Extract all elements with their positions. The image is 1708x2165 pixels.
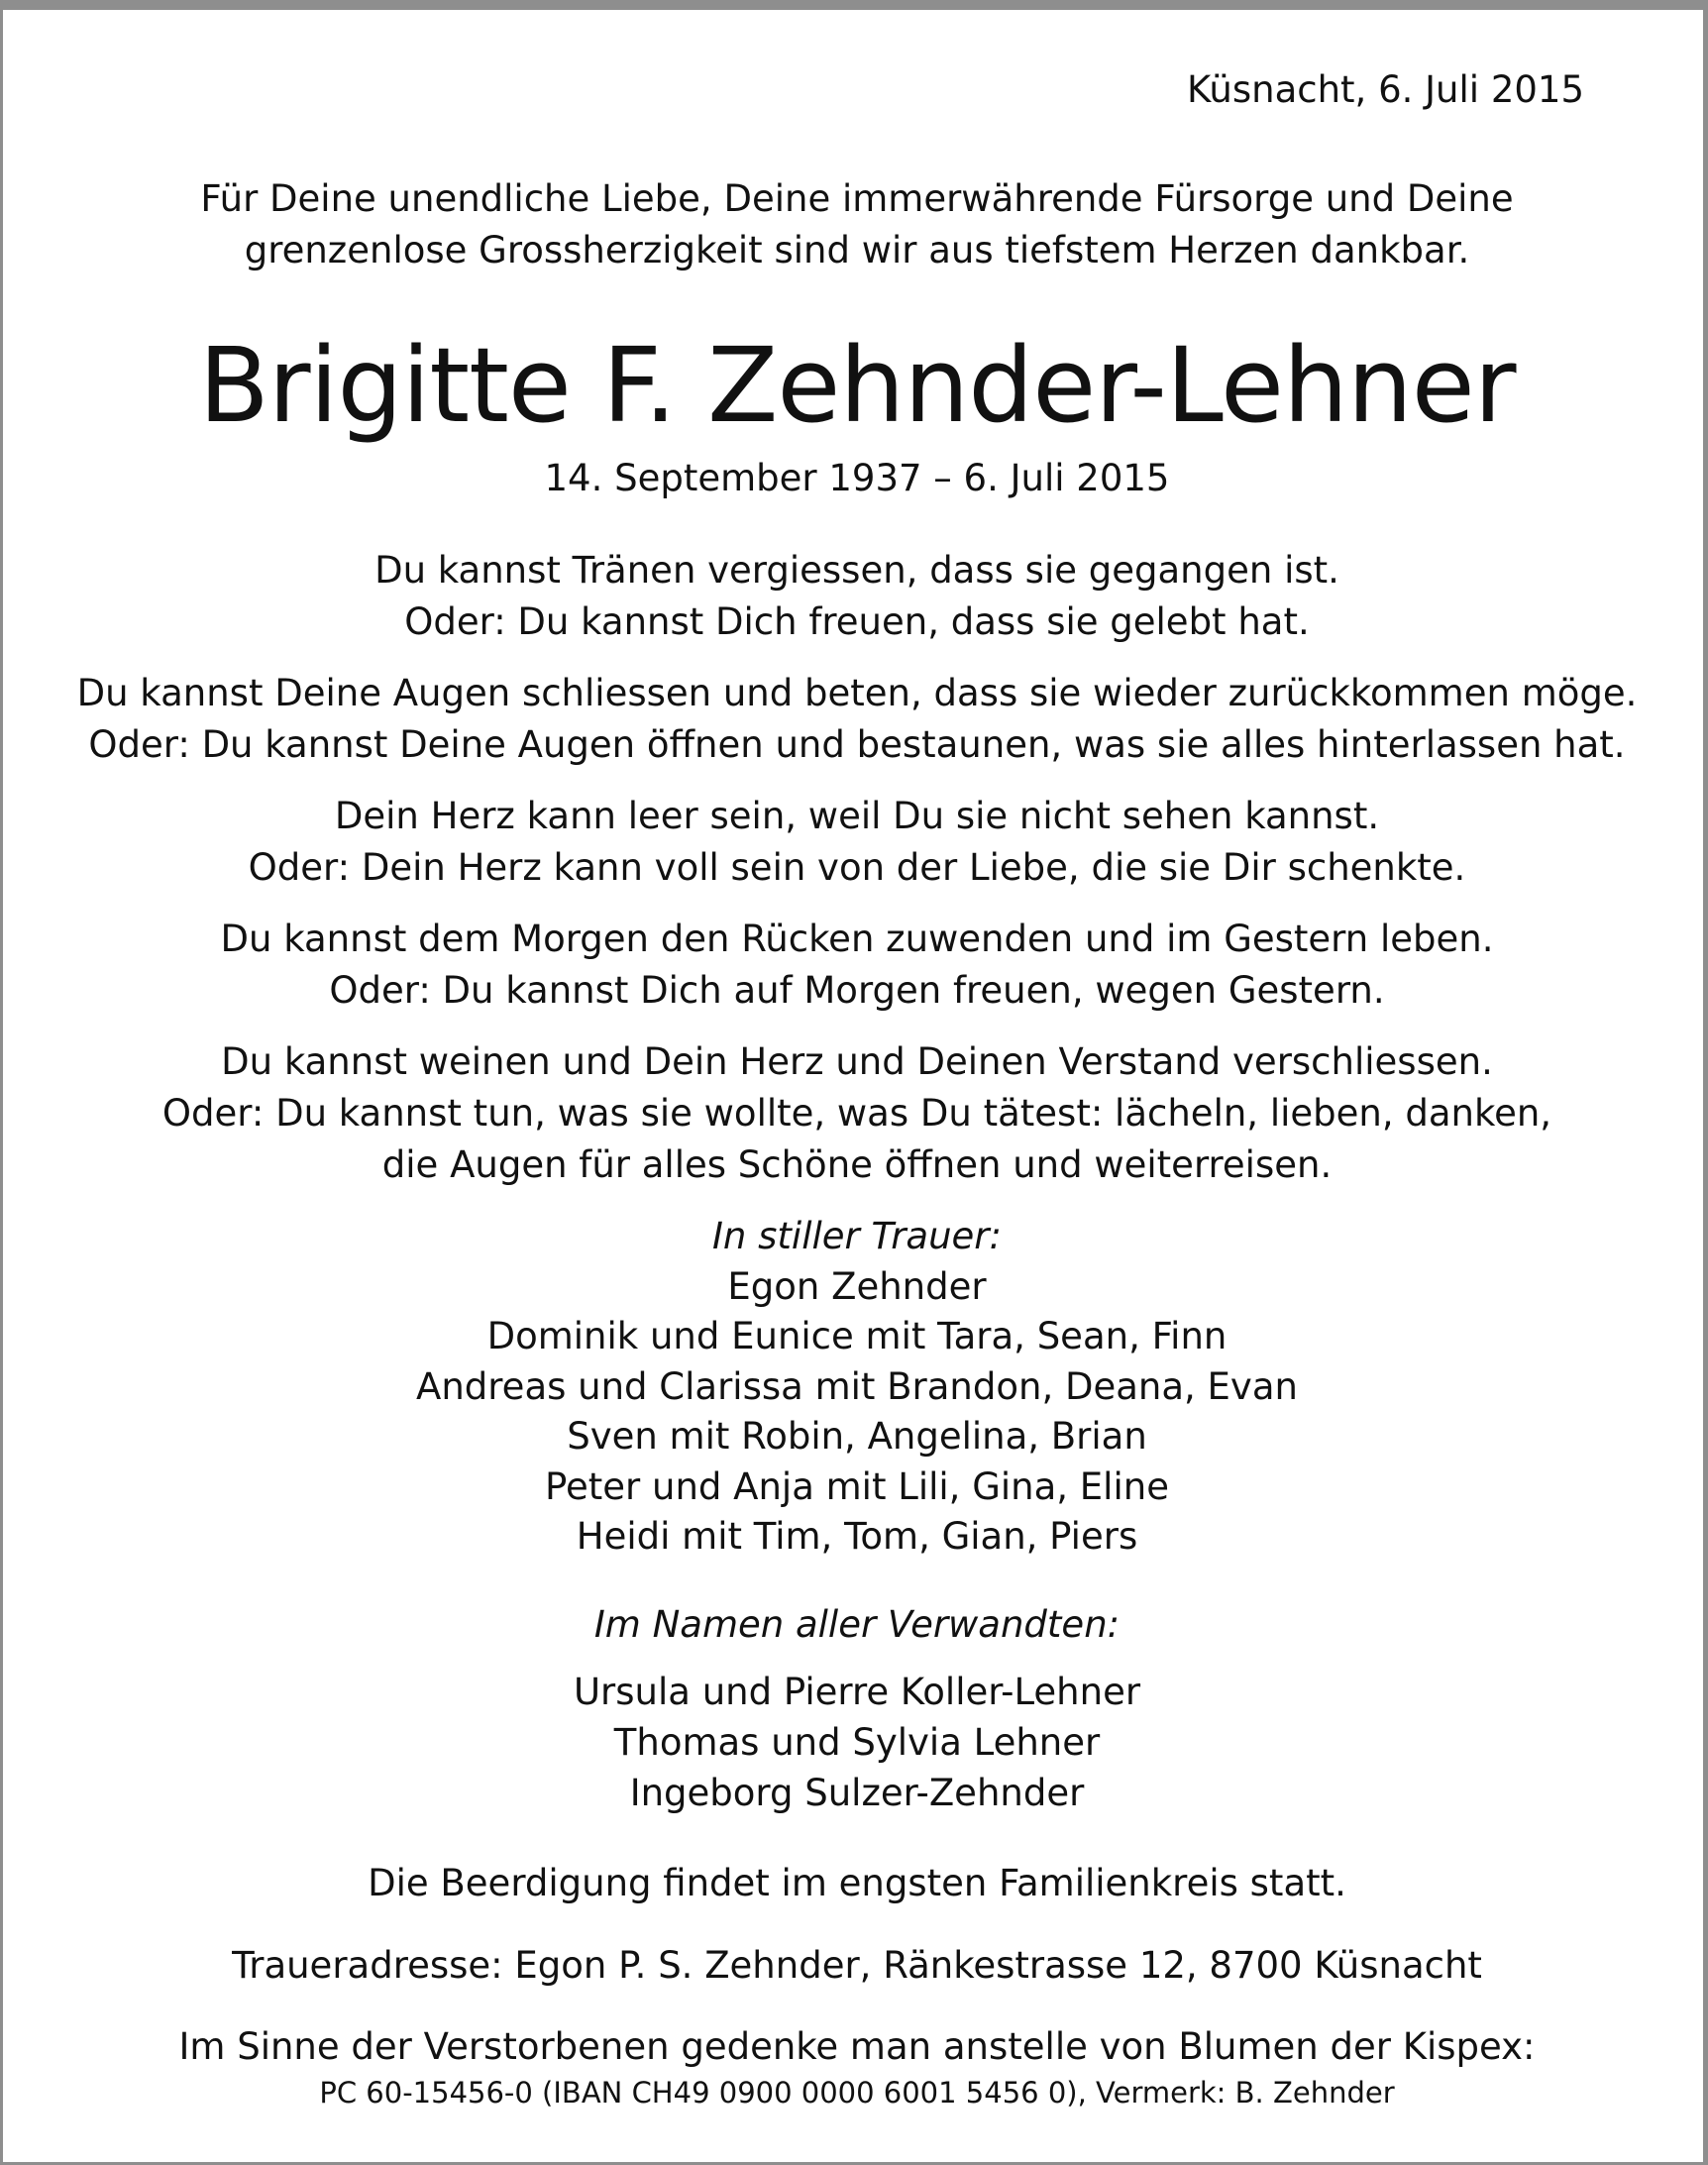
poem-line: die Augen für alles Schöne öffnen und weiterreisen. (381, 1143, 1333, 1186)
intro-line: grenzenlose Grossherzigkeit sind wir aus tiefstem Herzen dankbar. (244, 229, 1470, 271)
mourner-name: Dominik und Eunice mit Tara, Sean, Finn (486, 1315, 1228, 1357)
poem-line: Dein Herz kann leer sein, weil Du sie nicht sehen kannst. (334, 795, 1380, 837)
relative-name: Thomas und Sylvia Lehner (613, 1721, 1101, 1764)
poem-line: Du kannst Deine Augen schliessen und beten, dass sie wieder zurückkommen möge. (76, 672, 1638, 714)
relatives-heading: Im Namen aller Verwandten: (593, 1603, 1121, 1646)
poem-line: Du kannst dem Morgen den Rücken zuwenden und im Gestern leben. (220, 918, 1494, 960)
mourners-list (3, 1212, 1708, 1563)
intro-line: Für Deine unendliche Liebe, Deine immerwährende Fürsorge und Deine (200, 177, 1514, 220)
poem-stanza (3, 914, 1708, 1017)
poem-stanza (3, 545, 1708, 648)
mourner-name: Heidi mit Tim, Tom, Gian, Piers (576, 1515, 1138, 1558)
poem-stanza (3, 791, 1708, 894)
life-dates: 14. September 1937 – 6. Juli 2015 (544, 457, 1170, 499)
deceased-name: Brigitte F. Zehnder-Lehner (198, 325, 1516, 446)
relative-name: Ingeborg Sulzer-Zehnder (629, 1772, 1085, 1814)
donation-note: Im Sinne der Verstorbenen gedenke man anstelle von Blumen der Kispex: (178, 2025, 1536, 2068)
poem-stanza (3, 1036, 1708, 1191)
funeral-note: Die Beerdigung findet im engsten Familienkreis statt. (368, 1862, 1346, 1904)
poem-stanza (3, 668, 1708, 771)
mourner-name: Andreas und Clarissa mit Brandon, Deana, Evan (416, 1364, 1298, 1408)
mourning-address: Traueradresse: Egon P. S. Zehnder, Ränkestrasse 12, 8700 Küsnacht (232, 1944, 1482, 1987)
mourner-name: Peter und Anja mit Lili, Gina, Eline (545, 1464, 1169, 1508)
mourner-name: Egon Zehnder (727, 1264, 987, 1308)
poem-line: Oder: Du kannst Dich freuen, dass sie gelebt hat. (404, 600, 1310, 643)
mourners-heading: In stiller Trauer: (712, 1215, 1002, 1257)
relatives-list (3, 1667, 1708, 1818)
place-date: Küsnacht, 6. Juli 2015 (1186, 68, 1584, 111)
relative-name: Ursula und Pierre Koller-Lehner (573, 1671, 1141, 1713)
poem-line: Oder: Du kannst tun, was sie wollte, was Du tätest: lächeln, lieben, danken, (161, 1092, 1552, 1135)
poem-line: Du kannst Tränen vergiessen, dass sie gegangen ist. (374, 549, 1339, 592)
bank-details: PC 60-15456-0 (IBAN CH49 0900 0000 6001 5456 0), Vermerk: B. Zehnder (319, 2076, 1395, 2110)
poem-line: Oder: Du kannst Dich auf Morgen freuen, wegen Gestern. (329, 969, 1385, 1012)
mourner-name: Sven mit Robin, Angelina, Brian (567, 1415, 1147, 1458)
poem-line: Oder: Dein Herz kann voll sein von der Liebe, die sie Dir schenkte. (248, 846, 1466, 889)
poem-line: Du kannst weinen und Dein Herz und Deinen Verstand verschliessen. (221, 1040, 1493, 1083)
intro-text (3, 173, 1708, 276)
poem-line: Oder: Du kannst Deine Augen öffnen und bestaunen, was sie alles hinterlassen hat. (88, 723, 1626, 766)
